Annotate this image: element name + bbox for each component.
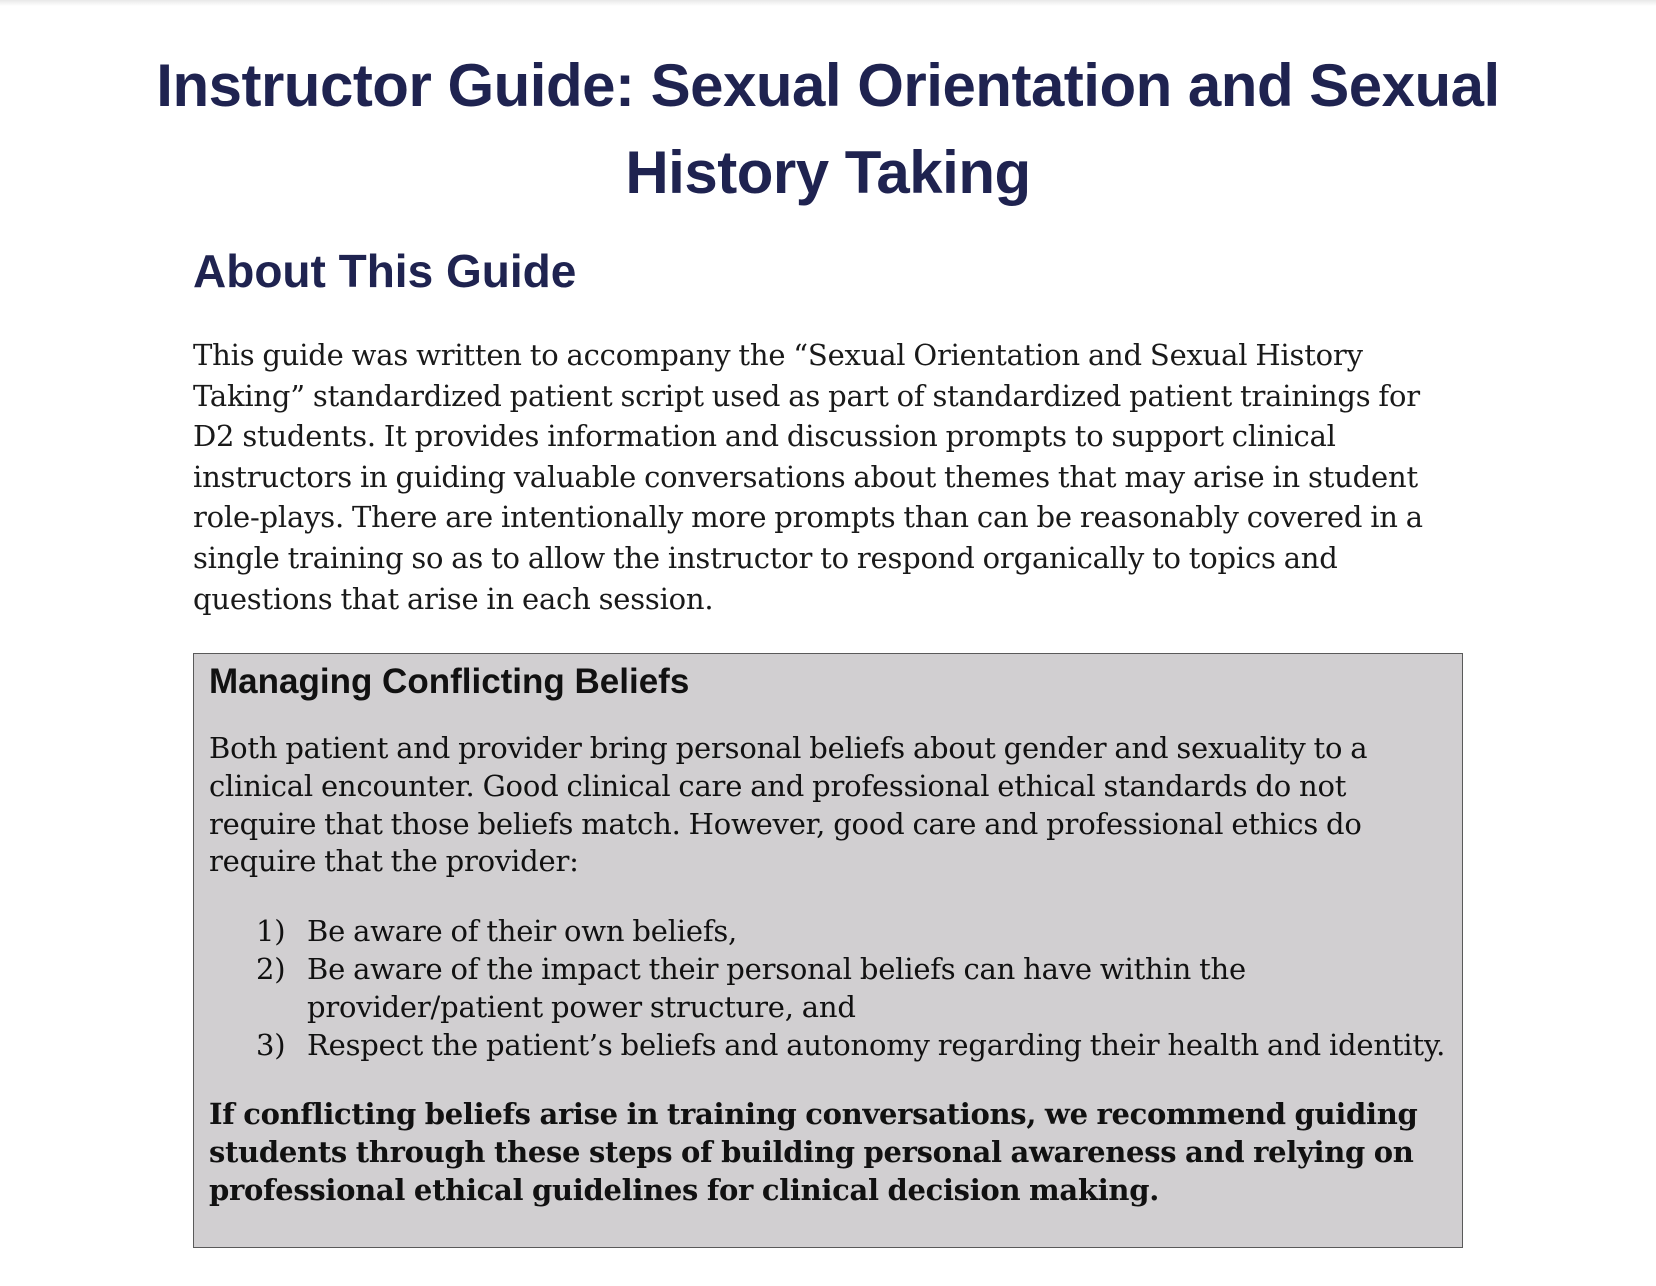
list-item — [209, 913, 1448, 951]
callout-numbered-list — [209, 913, 1448, 1064]
list-item-number: 1) — [256, 914, 286, 949]
list-item-number: 2) — [256, 951, 286, 986]
section-heading-about: About This Guide — [193, 245, 577, 297]
callout-box — [193, 653, 1463, 1248]
list-item-text: Be aware of the impact their personal beliefs can have within the provider/patient power structure, and — [307, 951, 1246, 1024]
callout-heading: Managing Conflicting Beliefs — [209, 662, 690, 701]
list-item — [209, 1027, 1448, 1065]
list-item-text: Respect the patient’s beliefs and autonomy regarding their health and identity. — [307, 1027, 1446, 1062]
list-item-text: Be aware of their own beliefs, — [307, 914, 738, 949]
list-item-number: 3) — [256, 1027, 286, 1062]
intro-paragraph: This guide was written to accompany the “Sexual Orientation and Sexual History Taking” standardized patient script used as part of standardized patient trainings for D2 students. It provides information and discussion prompts to support clinical instructors in guiding valuable conversations about themes that may arise in student role-plays. There are intentionally more prompts than can be reasonably covered in a single training so as to allow the instructor to respond organically to topics and questions that arise in each session. — [193, 338, 1423, 616]
document-title: Instructor Guide: Sexual Orientation and Sexual History Taking — [156, 52, 1500, 206]
callout-body: Both patient and provider bring personal beliefs about gender and sexuality to a clinical encounter. Good clinical care and professional ethical standards do not require that those beliefs match. However, good care and professional ethics do require that the provider: — [209, 731, 1368, 879]
list-item — [209, 951, 1448, 1027]
callout-recommendation: If conflicting beliefs arise in training conversations, we recommend guiding students through these steps of building personal awareness and relying on professional ethical guidelines for clinical decision making. — [209, 1097, 1418, 1207]
